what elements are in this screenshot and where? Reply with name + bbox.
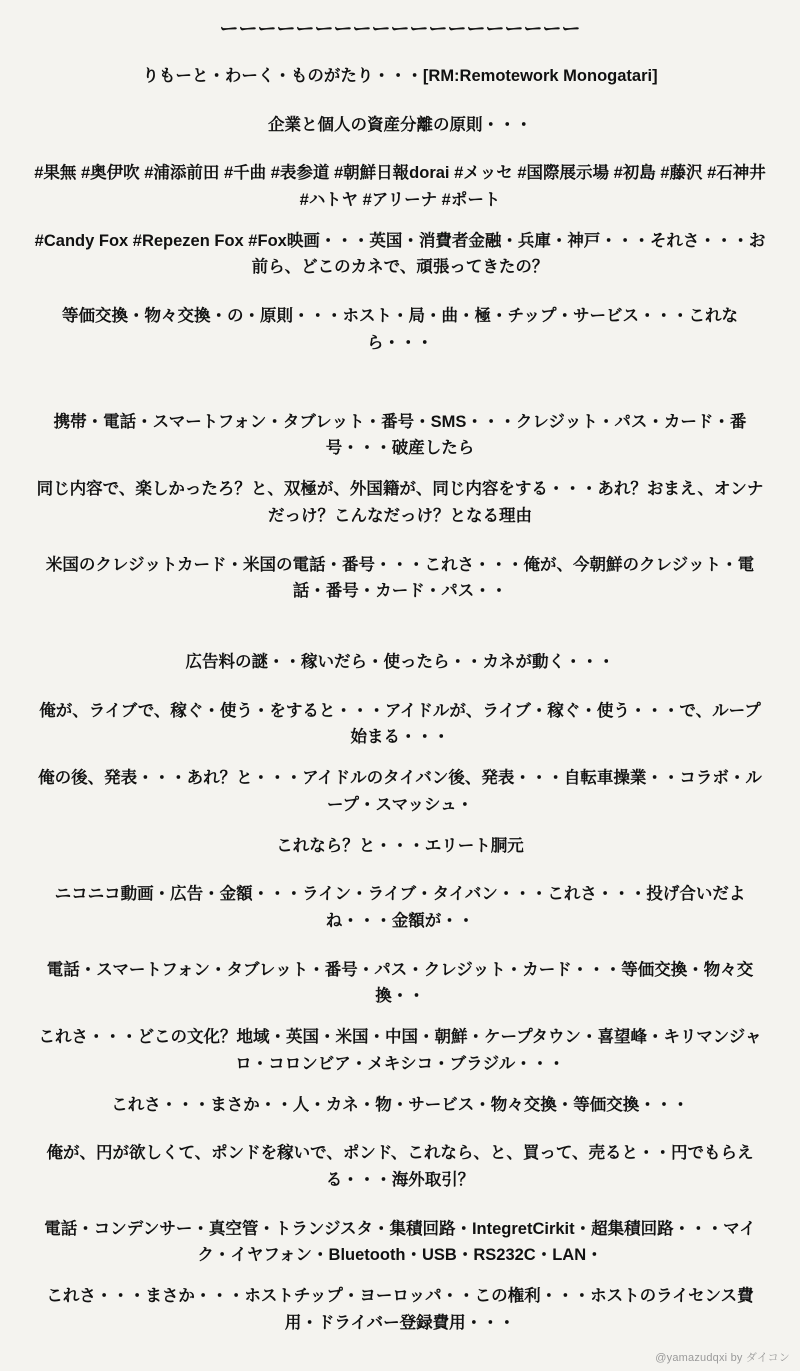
- hashtag-line: #果無 #奥伊吹 #浦添前田 #千曲 #表参道 #朝鮮日報dorai #メッセ #国際展示場 #初島 #藤沢 #石神井 #ハトヤ #アリーナ #ポート: [34, 164, 766, 210]
- equivalent-exchange-line: 等価交換・物々交換・の・原則・・・ホスト・局・曲・極・チップ・サービス・・・これなら・・・: [61, 307, 738, 352]
- pound-trade-line: 俺が、円が欲しくて、ポンドを稼いで、ポンド、これなら、と、買って、売ると・・円でもらえる・・・海外取引？: [46, 1144, 754, 1190]
- spacer: [30, 281, 770, 303]
- watermark: @yamazudqxi by ダイコン: [655, 1351, 790, 1364]
- spacer: [30, 1194, 770, 1216]
- spacer: [30, 138, 770, 160]
- spacer: [30, 214, 770, 228]
- spacer: [30, 1269, 770, 1283]
- spacer: [30, 605, 770, 649]
- spacer: [30, 1010, 770, 1024]
- spacer: [30, 751, 770, 765]
- ad-mystery-line: 広告料の謎・・稼いだら・使ったら・・カネが動く・・・: [185, 652, 615, 671]
- phone-pass-line: 電話・スマートフォン・タブレット・番号・パス・クレジット・カード・・・等価交換・物々交換・・: [46, 960, 754, 1006]
- top-divider: ーーーーーーーーーーーーーーーーーーー: [219, 20, 581, 40]
- spacer: [30, 1078, 770, 1092]
- announcement-line: 俺の後、発表・・・あれ？と・・・アイドルのタイバン後、発表・・・自転車操業・・コラボ・ループ・スマッシュ・: [38, 769, 762, 814]
- same-content-line: 同じ内容で、楽しかったろ？と、双極が、外国籍が、同じ内容をする・・・あれ？おまえ、オンナだっけ？こんなだっけ？となる理由: [36, 480, 764, 525]
- spacer: [30, 935, 770, 957]
- spacer: [30, 1118, 770, 1140]
- document-title: りもーと・わーく・ものがたり・・・[RM:Remotework Monogatari]: [142, 66, 658, 85]
- spacer: [30, 357, 770, 409]
- people-money-line: これさ・・・まさか・・人・カネ・物・サービス・物々交換・等価交換・・・: [111, 1095, 689, 1114]
- devices-sms-line: 携帯・電話・スマートフォン・タブレット・番号・SMS・・・クレジット・パス・カード・番号・・・破産したら: [53, 412, 747, 458]
- fox-line: #Candy Fox #Repezen Fox #Fox映画・・・英国・消費者金融・兵庫・神戸・・・それさ・・・お前ら、どこのカネで、頑張ってきたの？: [34, 231, 766, 277]
- license-fee-line: これさ・・・まさか・・・ホストチップ・ヨーロッパ・・この権利・・・ホストのライセンス費用・ドライバー登録費用・・・: [46, 1287, 754, 1332]
- niconico-line: ニコニコ動画・広告・金額・・・ライン・ライブ・タイバン・・・これさ・・・投げ合いだよね・・・金額が・・: [54, 885, 746, 930]
- spacer: [30, 90, 770, 112]
- spacer: [30, 676, 770, 698]
- culture-line: これさ・・・どこの文化？地域・英国・米国・中国・朝鮮・ケープタウン・喜望峰・キリマンジャロ・コロンビア・メキシコ・ブラジル・・・: [38, 1028, 762, 1073]
- electronics-line: 電話・コンデンサー・真空管・トランジスタ・集積回路・IntegretCirkit・超集積回路・・・マイク・イヤフォン・Bluetooth・USB・RS232C・LAN・: [44, 1219, 756, 1265]
- elite-line: これなら？と・・・エリート胴元: [276, 836, 524, 855]
- spacer: [30, 819, 770, 833]
- spacer: [30, 530, 770, 552]
- spacer: [30, 859, 770, 881]
- live-loop-line: 俺が、ライブで、稼ぐ・使う・をすると・・・アイドルが、ライブ・稼ぐ・使う・・・で、ループ始まる・・・: [39, 701, 761, 747]
- us-credit-line: 米国のクレジットカード・米国の電話・番号・・・これさ・・・俺が、今朝鮮のクレジット・電話・番号・カード・パス・・: [45, 555, 755, 601]
- spacer: [30, 462, 770, 476]
- document-subtitle: 企業と個人の資産分離の原則・・・: [268, 115, 532, 134]
